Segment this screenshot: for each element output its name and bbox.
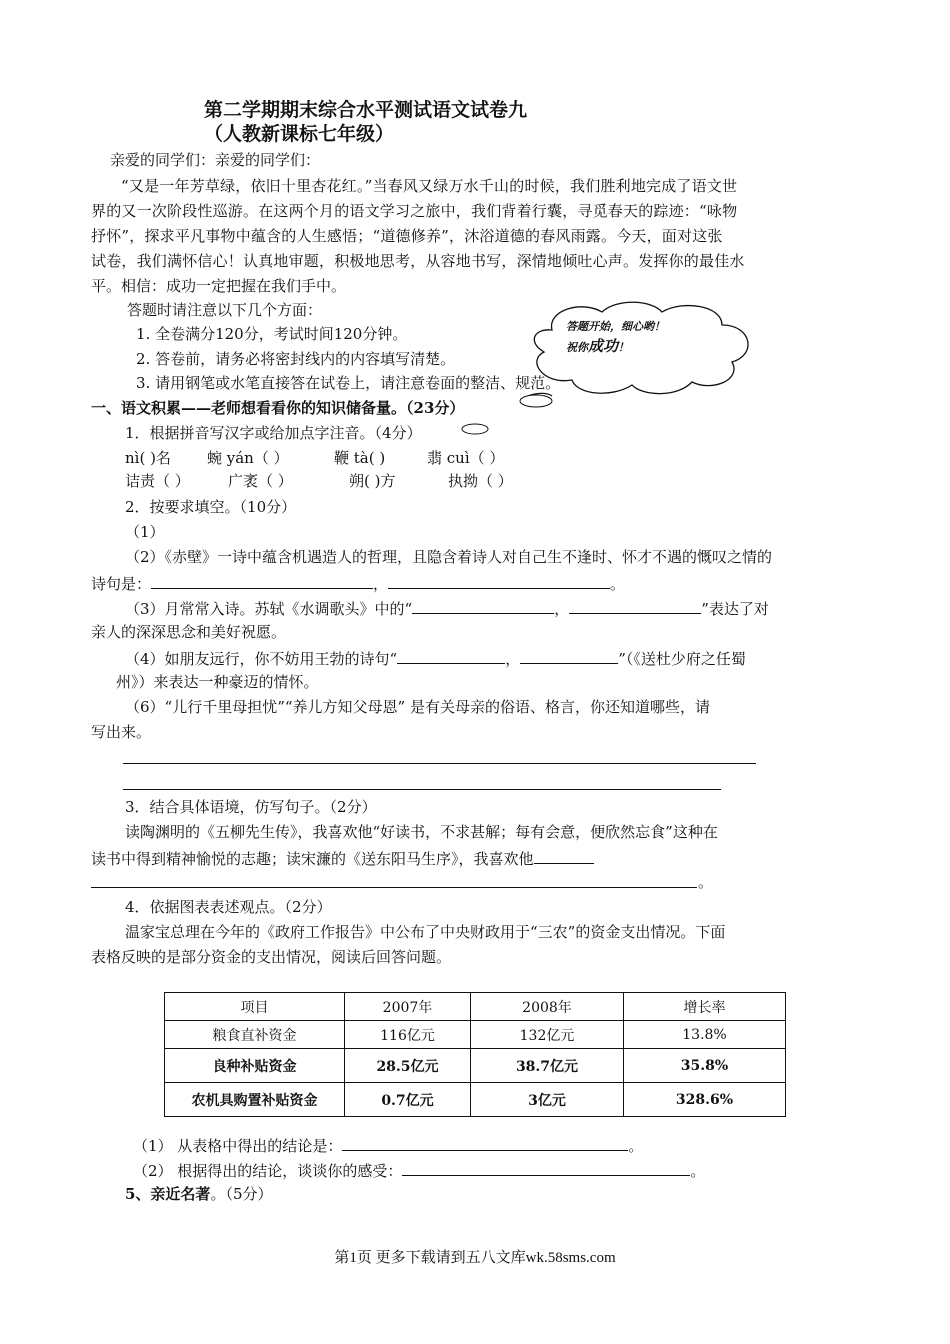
cloud-text-part: 祝你 — [566, 341, 588, 354]
greeting: 亲爱的同学们：亲爱的同学们： — [110, 151, 321, 169]
q4-prompt: 4．依据图表表述观点。（2分） — [125, 898, 332, 916]
q1-prompt: 1．根据拼音写汉字或给加点字注音。（4分） — [125, 424, 422, 442]
text: 诗句是： — [91, 575, 152, 593]
text: ， — [554, 600, 570, 618]
small-bubble-icon — [518, 392, 554, 410]
table-cell: 328.6% — [624, 1083, 786, 1117]
table-header-row — [165, 993, 786, 1021]
answer-blank[interactable] — [569, 597, 701, 614]
table-row — [165, 1083, 786, 1117]
text: ”表达了对 — [701, 600, 769, 618]
intro-paragraph-line: 界的又一次阶段性巡游。在这两个月的语文学习之旅中，我们背着行囊，寻觅春天的踪迹：“咏物 — [91, 202, 738, 220]
text: 。 — [690, 1162, 706, 1180]
q1-item: 朔( )方 — [349, 472, 396, 490]
answer-blank[interactable] — [397, 647, 505, 664]
table-cell: 3亿元 — [471, 1083, 624, 1117]
q4-text: 表格反映的是部分资金的支出情况，阅读后回答问题。 — [91, 948, 452, 966]
q3-text: 读陶渊明的《五柳先生传》，我喜欢他“好读书，不求甚解；每有会意，便欣然忘食”这种在 — [125, 823, 718, 841]
text: （4）如朋友远行，你不妨用王勃的诗句“ — [125, 650, 398, 668]
cloud-text-part: ！ — [618, 341, 630, 354]
text: ”（《送杜少府之任蜀 — [618, 650, 746, 668]
intro-paragraph-line: “又是一年芳草绿，依旧十里杏花红。”当春风又绿万水千山的时候，我们胜利地完成了语文世 — [121, 177, 738, 195]
intro-paragraph-line: 抒怀”，探求平凡事物中蕴含的人生感悟；“道德修养”，沐浴道德的春风雨露。今天，面对这张 — [91, 227, 723, 245]
intro-paragraph-line: 试卷，我们满怀信心！认真地审题，积极地思考，从容地书写，深情地倾吐心声。发挥你的最佳水 — [91, 252, 745, 270]
table-cell: 粮食直补资金 — [165, 1021, 345, 1049]
small-bubble-icon — [460, 421, 490, 437]
q2-item — [125, 597, 769, 619]
table-header: 项目 — [165, 993, 345, 1021]
table-cell: 农机具购置补贴资金 — [165, 1083, 345, 1117]
table-cell: 28.5亿元 — [345, 1049, 471, 1083]
q1-item: 执拗（ ） — [448, 472, 513, 490]
q2-item: （1） — [125, 523, 165, 541]
q1-item: 蜿 yán（ ） — [207, 449, 289, 467]
rule-item: 2. 答卷前，请务必将密封线内的内容填写清楚。 — [136, 350, 456, 368]
funding-table — [164, 992, 786, 1117]
rule-item: 3. 请用钢笔或水笔直接答在试卷上，请注意卷面的整洁、规范。 — [136, 374, 561, 392]
q2-item — [91, 572, 625, 594]
table-cell: 良种补贴资金 — [165, 1049, 345, 1083]
q2-item — [125, 647, 746, 669]
answer-line[interactable] — [123, 789, 721, 790]
table-row — [165, 1021, 786, 1049]
answer-line[interactable] — [91, 887, 697, 888]
text: 。 — [628, 1137, 644, 1155]
table-cell: 13.8% — [624, 1021, 786, 1049]
text: （1） 从表格中得出的结论是： — [133, 1137, 343, 1155]
q1-item: nì( )名 — [125, 449, 171, 467]
answer-blank[interactable] — [342, 1134, 628, 1151]
table-header: 2008年 — [471, 993, 624, 1021]
text: ， — [505, 650, 521, 668]
q3-prompt: 3．结合具体语境，仿写句子。（2分） — [125, 798, 377, 816]
cloud-text-line2 — [566, 338, 629, 356]
table-cell: 35.8% — [624, 1049, 786, 1083]
table-header: 2007年 — [345, 993, 471, 1021]
answer-blank[interactable] — [520, 647, 618, 664]
text: ， — [373, 575, 389, 593]
q4-text: 温家宝总理在今年的《政府工作报告》中公布了中央财政用于“三农”的资金支出情况。下面 — [125, 923, 726, 941]
answer-blank[interactable] — [402, 1159, 690, 1176]
answer-line[interactable] — [123, 763, 756, 764]
text: 读书中得到精神愉悦的志趣；读宋濂的《送东阳马生序》，我喜欢他 — [91, 850, 534, 868]
q3-text — [91, 847, 594, 869]
q2-item: 州》）来表达一种豪迈的情怀。 — [116, 673, 319, 691]
q2-item: 写出来。 — [91, 723, 152, 741]
q4-sub1 — [133, 1134, 643, 1156]
q4-sub2 — [133, 1159, 705, 1181]
intro-paragraph-line: 平。相信：成功一定把握在我们手中。 — [91, 277, 347, 295]
answer-blank[interactable] — [534, 847, 594, 864]
notice-heading: 答题时请注意以下几个方面： — [127, 301, 323, 319]
cloud-text-success: 成功 — [588, 337, 619, 355]
q1-item: 诘责（ ） — [125, 472, 190, 490]
answer-blank[interactable] — [412, 597, 554, 614]
text: 。（5分） — [210, 1185, 273, 1203]
table-cell: 0.7亿元 — [345, 1083, 471, 1117]
q1-item: 鞭 tà( ) — [334, 449, 386, 467]
table-row — [165, 1049, 786, 1083]
table-cell: 38.7亿元 — [471, 1049, 624, 1083]
q5-prompt — [125, 1184, 273, 1204]
q2-item: （6）“儿行千里母担忧”“养儿方知父母恩” 是有关母亲的俗语、格言，你还知道哪些，请 — [125, 698, 710, 716]
answer-blank[interactable] — [151, 572, 373, 589]
section-heading: 一、语文积累——老师想看看你的知识储备量。（23分） — [91, 399, 465, 417]
q2-item: （2）《赤壁》一诗中蕴含机遇造人的哲理，且隐含着诗人对自己生不逢时、怀才不遇的慨叹之情的 — [125, 548, 773, 566]
text: （3）月常常入诗。苏轼《水调歌头》中的“ — [125, 600, 413, 618]
q2-prompt: 2．按要求填空。（10分） — [125, 498, 297, 516]
rule-item: 1. 全卷满分120分，考试时间120分钟。 — [136, 325, 408, 343]
text: 。 — [610, 575, 626, 593]
page-title: 第二学期期末综合水平测试语文试卷九 — [204, 99, 528, 121]
table-cell: 132亿元 — [471, 1021, 624, 1049]
text: 5、亲近名著 — [125, 1185, 211, 1203]
q1-item: 翡 cuì（ ） — [427, 449, 505, 467]
text: （2） 根据得出的结论，谈谈你的感受： — [133, 1162, 403, 1180]
cloud-bubble-icon — [522, 300, 762, 400]
page-subtitle: （人教新课标七年级） — [204, 123, 395, 145]
cloud-text-line1: 答题开始，细心哟！ — [566, 320, 665, 333]
q2-item: 亲人的深深思念和美好祝愿。 — [91, 623, 287, 641]
table-cell: 116亿元 — [345, 1021, 471, 1049]
q3-end: 。 — [698, 873, 714, 891]
answer-blank[interactable] — [388, 572, 610, 589]
q1-item: 广袤（ ） — [228, 472, 293, 490]
table-header: 增长率 — [624, 993, 786, 1021]
page-footer: 第1页 更多下载请到五八文库wk.58sms.com — [334, 1250, 616, 1266]
